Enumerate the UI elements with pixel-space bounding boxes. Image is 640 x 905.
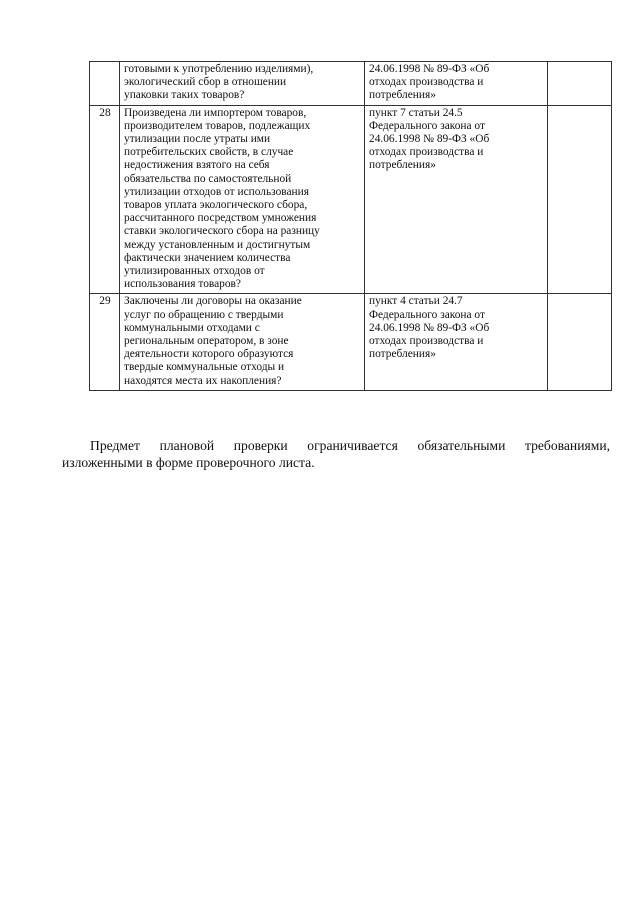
question-line: использования товаров? xyxy=(124,278,241,291)
question-line: производителем товаров, подлежащих xyxy=(124,119,311,132)
question-line: коммунальными отходами с xyxy=(124,321,260,334)
reference-cell xyxy=(365,62,548,106)
closing-paragraph-line: Предмет плановой проверки ограничивается обязательными требованиями, xyxy=(90,438,610,453)
question-line: обязательства по самостоятельной xyxy=(124,172,292,185)
table-row xyxy=(90,294,612,390)
question-line: утилизации отходов от использования xyxy=(124,185,309,198)
question-cell xyxy=(120,62,365,106)
answer-cell[interactable] xyxy=(548,62,612,106)
row-number xyxy=(90,62,120,106)
reference-line: отходах производства и xyxy=(369,76,484,89)
question-line: упаковки таких товаров? xyxy=(124,89,245,102)
reference-line: 24.06.1998 № 89-ФЗ «Об xyxy=(369,321,490,334)
question-line: рассчитанного посредством умножения xyxy=(124,212,317,225)
reference-line: потребления» xyxy=(369,159,436,172)
row-number: 29 xyxy=(90,294,120,390)
reference-cell xyxy=(365,105,548,294)
question-line: услуг по обращению с твердыми xyxy=(124,308,284,321)
reference-line: 24.06.1998 № 89-ФЗ «Об xyxy=(369,133,490,146)
reference-line: отходах производства и xyxy=(369,335,484,348)
question-line: твердые коммунальные отходы и xyxy=(124,361,285,374)
question-line: утилизированных отходов от xyxy=(124,265,265,278)
closing-paragraph xyxy=(62,437,610,471)
question-line: ставки экологического сбора на разницу xyxy=(124,225,320,238)
question-line: между установленным и достигнутым xyxy=(124,238,311,251)
reference-line: потребления» xyxy=(369,348,436,361)
question-line: потребительских свойств, в случае xyxy=(124,146,294,159)
question-line: деятельности которого образуются xyxy=(124,348,294,361)
reference-line: пункт 7 статьи 24.5 xyxy=(369,106,463,119)
question-line: готовыми к употреблению изделиями), xyxy=(124,63,314,75)
question-line: находятся места их накопления? xyxy=(124,374,282,387)
reference-line: Федерального закона от xyxy=(369,119,485,132)
question-line: товаров уплата экологического сбора, xyxy=(124,199,308,212)
table-row xyxy=(90,62,612,106)
question-line: фактически значением количества xyxy=(124,251,291,264)
answer-cell[interactable] xyxy=(548,294,612,390)
question-line: Заключены ли договоры на оказание xyxy=(124,295,302,308)
question-line: утилизации после утраты ими xyxy=(124,133,271,146)
reference-line: 24.06.1998 № 89-ФЗ «Об xyxy=(369,63,490,75)
checklist-table xyxy=(89,61,612,391)
table-row xyxy=(90,105,612,294)
question-cell xyxy=(120,105,365,294)
closing-paragraph-line: изложенными в форме проверочного листа. xyxy=(62,455,315,470)
question-line: экологический сбор в отношении xyxy=(124,76,287,89)
question-line: Произведена ли импортером товаров, xyxy=(124,106,307,119)
answer-cell[interactable] xyxy=(548,105,612,294)
reference-line: Федерального закона от xyxy=(369,308,485,321)
reference-line: пункт 4 статьи 24.7 xyxy=(369,295,463,308)
question-line: недостижения взятого на себя xyxy=(124,159,270,172)
question-line: региональным оператором, в зоне xyxy=(124,335,289,348)
question-cell xyxy=(120,294,365,390)
reference-line: потребления» xyxy=(369,89,436,102)
row-number: 28 xyxy=(90,105,120,294)
reference-cell xyxy=(365,294,548,390)
reference-line: отходах производства и xyxy=(369,146,484,159)
